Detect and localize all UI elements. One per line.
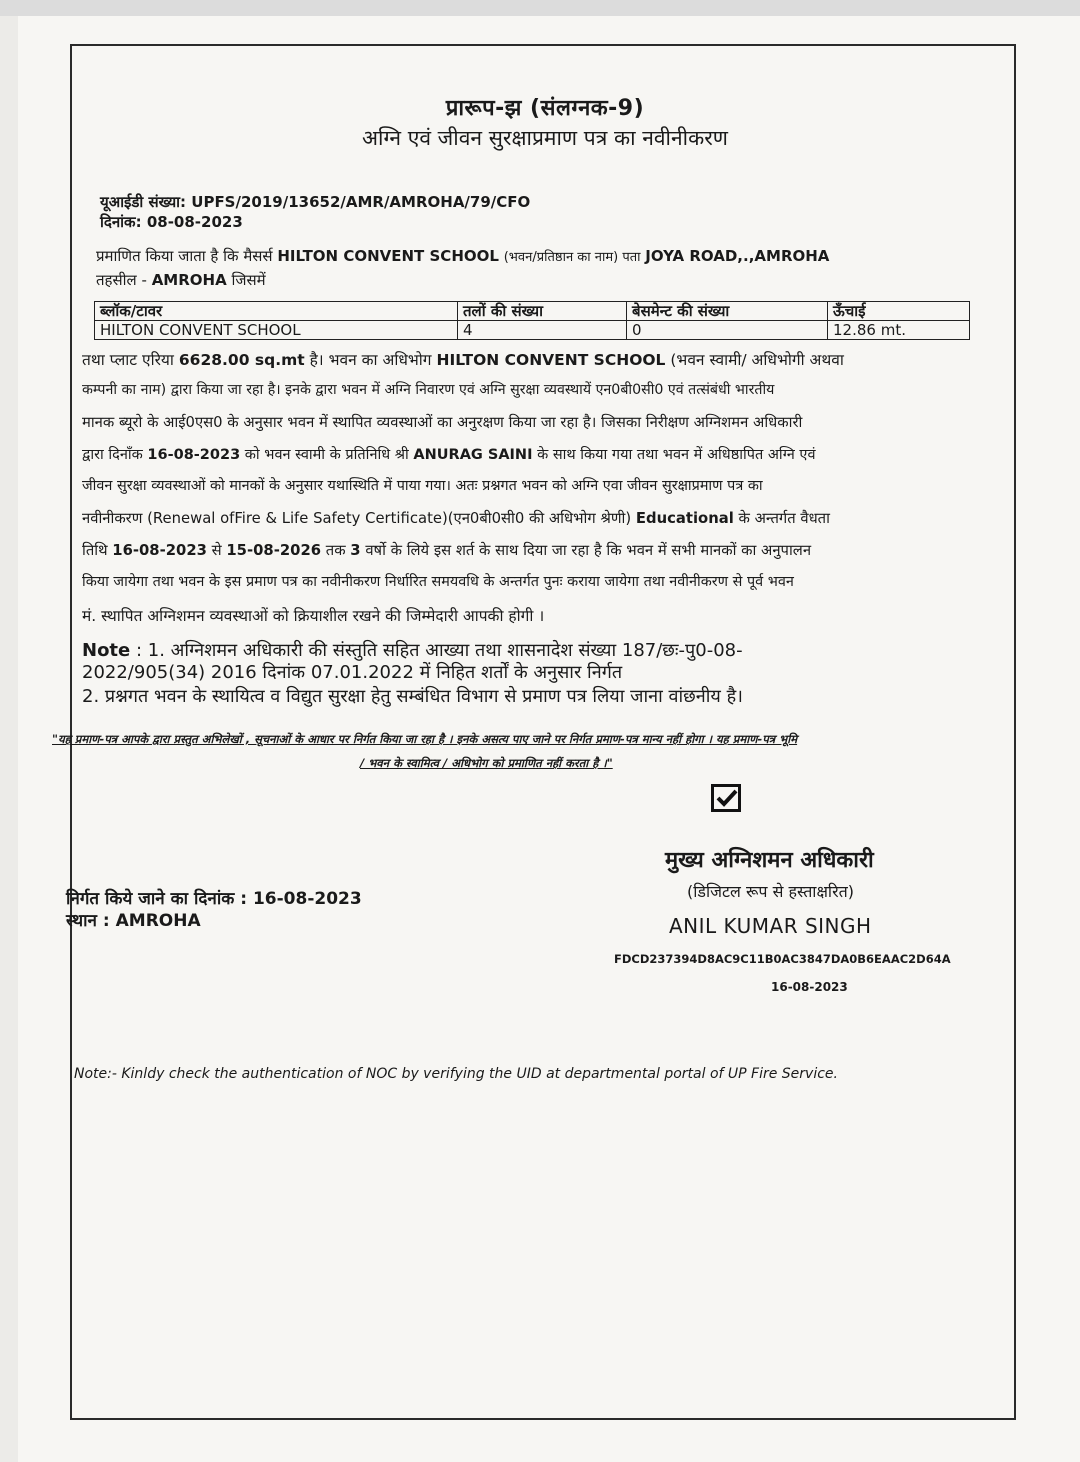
body-text: नवीनीकरण (Renewal ofFire & Life Safety Certificate)(एन0बी0सी0 की अधिभोग श्रेणी): [82, 510, 632, 527]
table-header-row: [95, 302, 970, 321]
top-strip: [0, 0, 1080, 16]
intro-line-2: [96, 270, 266, 290]
body-text: वर्षो के लिये इस शर्त के साथ दिया जा रहा है कि भवन में सभी मानकों का अनुपालन: [365, 542, 812, 559]
occupancy-category: Educational: [635, 510, 734, 527]
date-label: दिनांक:: [100, 213, 142, 231]
signatory-name: ANIL KUMAR SINGH: [669, 914, 872, 938]
intro-line-1: [96, 246, 829, 266]
body-line-1: [82, 348, 844, 370]
table-cell: 4: [458, 321, 627, 340]
intro-text: जिसमें: [231, 271, 266, 289]
uid-label: यूआईडी संख्या:: [100, 193, 187, 211]
note-text: : 1. अग्निशमन अधिकारी की संस्तुति सहित आख्या तथा शासनादेश संख्या 187/छः-पु0-08-: [135, 640, 743, 661]
signature-note: (डिजिटल रूप से हस्ताक्षरित): [687, 882, 854, 901]
place-label: स्थान :: [66, 911, 110, 931]
date-value: 08-08-2023: [146, 213, 243, 231]
body-text: (भवन स्वामी/ अधिभोगी अथवा: [670, 351, 844, 369]
note-line-2: 2. प्रश्नगत भवन के स्थायित्व व विद्युत सुरक्षा हेतु सम्बंधित विभाग से प्रमाण पत्र लिया जाना वांछनीय है।: [82, 686, 743, 707]
signature-hash: FDCD237394D8AC9C11B0AC3847DA0B6EAAC2D64A: [614, 952, 951, 966]
certificate-subtitle: अग्नि एवं जीवन सुरक्षाप्रमाण पत्र का नवीनीकरण: [362, 126, 728, 150]
body-text: तथा प्लाट एरिया: [82, 351, 174, 369]
body-line-5: जीवन सुरक्षा व्यवस्थाओं को मानकों के अनुसार यथास्थिति में पाया गया। अतः प्रश्नगत भवन को अग्नि एवा जीवन सुरक्षाप्रमाण पत्र का: [82, 478, 763, 494]
date-line: [100, 212, 243, 232]
body-line-6: [82, 508, 830, 528]
digital-signature-check-icon: [711, 784, 741, 812]
signature-date: 16-08-2023: [771, 980, 848, 994]
address: JOYA ROAD,.,AMROHA: [645, 247, 830, 265]
note-line-1: [82, 638, 743, 662]
certificate-frame: [52, 44, 1016, 1420]
body-text: तक: [325, 542, 346, 559]
occupant-name: HILTON CONVENT SCHOOL: [436, 351, 666, 369]
signatory-designation: मुख्य अग्निशमन अधिकारी: [665, 848, 874, 873]
tehsil-name: AMROHA: [151, 271, 227, 289]
plot-area: 6628.00 sq.mt: [178, 351, 305, 369]
disclaimer-line-1: "यह प्रमाण-पत्र आपके द्वारा प्रस्तुत अभिलेखों , सूचनाओं के आधार पर निर्गत किया जा रहा है । इनके असत्य पाए जाने पर निर्गत प्रमाण-पत्र मान्य नहीं होगा । यह प्रमाण-पत्र भूमि: [52, 732, 798, 746]
valid-to: 15-08-2026: [226, 542, 322, 559]
table-cell: 12.86 mt.: [828, 321, 970, 340]
intro-text: तहसील -: [96, 271, 147, 289]
body-text: को भवन स्वामी के प्रतिनिधि श्री: [244, 447, 409, 463]
issue-date-label: निर्गत किये जाने का दिनांक :: [66, 889, 248, 909]
uid-value: UPFS/2019/13652/AMR/AMROHA/79/CFO: [191, 193, 531, 211]
note-label: Note: [82, 640, 131, 661]
table-cell: HILTON CONVENT SCHOOL: [95, 321, 458, 340]
body-line-3: मानक ब्यूरो के आई0एस0 के अनुसार भवन में स्थापित व्यवस्थाओं का अनुरक्षण किया जा रहा है। जिसका निरीक्षण अग्निशमन अधिकारी: [82, 414, 803, 431]
body-text: के साथ किया गया तथा भवन में अधिष्ठापित अग्नि एवं: [537, 447, 816, 463]
issue-date-value: 16-08-2023: [252, 889, 362, 909]
verification-footnote: Note:- Kinldy check the authentication of NOC by verifying the UID at departmental portal of UP Fire Service.: [74, 1066, 838, 1082]
table-row: [95, 321, 970, 340]
body-line-9: मं. स्थापित अग्निशमन व्यवस्थाओं को क्रियाशील रखने की जिम्मेदारी आपकी होगी ।: [82, 607, 545, 625]
body-text: है। भवन का अधिभोग: [309, 351, 432, 369]
inspection-date: 16-08-2023: [147, 447, 241, 463]
school-name: HILTON CONVENT SCHOOL: [277, 247, 499, 265]
body-line-4: [82, 444, 816, 464]
document-page: [18, 16, 1080, 1462]
body-text: के अन्तर्गत वैधता: [738, 510, 830, 527]
disclaimer-line-2: / भवन के स्वामित्व / अधिभोग को प्रमाणित नहीं करता है ।": [360, 756, 613, 770]
uid-line: [100, 192, 530, 212]
col-header: बेसमेन्ट की संख्या: [627, 302, 828, 321]
valid-from: 16-08-2023: [112, 542, 207, 559]
col-header: तलों की संख्या: [458, 302, 627, 321]
body-text: द्वारा दिनाँक: [82, 447, 143, 463]
intro-text: प्रमाणित किया जाता है कि मैसर्स: [96, 247, 273, 265]
body-line-2: कम्पनी का नाम) द्वारा किया जा रहा है। इनके द्वारा भवन में अग्नि निवारण एवं अग्नि सुरक्षा व्यवस्थायें एन0बी0सी0 एवं तत्संबंधी भारतीय: [82, 382, 775, 398]
col-header: ब्लॉक/टावर: [95, 302, 458, 321]
issue-date-line: [66, 886, 362, 909]
body-text: तिथि: [82, 542, 108, 559]
building-table: [94, 301, 970, 340]
col-header: ऊँचाई: [828, 302, 970, 321]
body-line-7: [82, 540, 811, 560]
body-text: से: [211, 542, 222, 559]
representative-name: ANURAG SAINI: [413, 447, 533, 463]
note-line-1b: 2022/905(34) 2016 दिनांक 07.01.2022 में निहित शर्तों के अनुसार निर्गत: [82, 662, 623, 683]
table-cell: 0: [627, 321, 828, 340]
form-title: प्रारूप-झ (संलग्नक-9): [445, 96, 645, 121]
body-line-8: किया जायेगा तथा भवन के इस प्रमाण पत्र का नवीनीकरण निर्धारित समयवधि के अन्तर्गत पुनः कराया जायेगा तथा नवीनीकरण से पूर्व भवन: [82, 574, 794, 590]
intro-text: (भवन/प्रतिष्ठान का नाम) पता: [503, 250, 641, 265]
place-value: AMROHA: [115, 911, 201, 931]
place-line: [66, 908, 201, 931]
validity-years: 3: [350, 542, 361, 559]
